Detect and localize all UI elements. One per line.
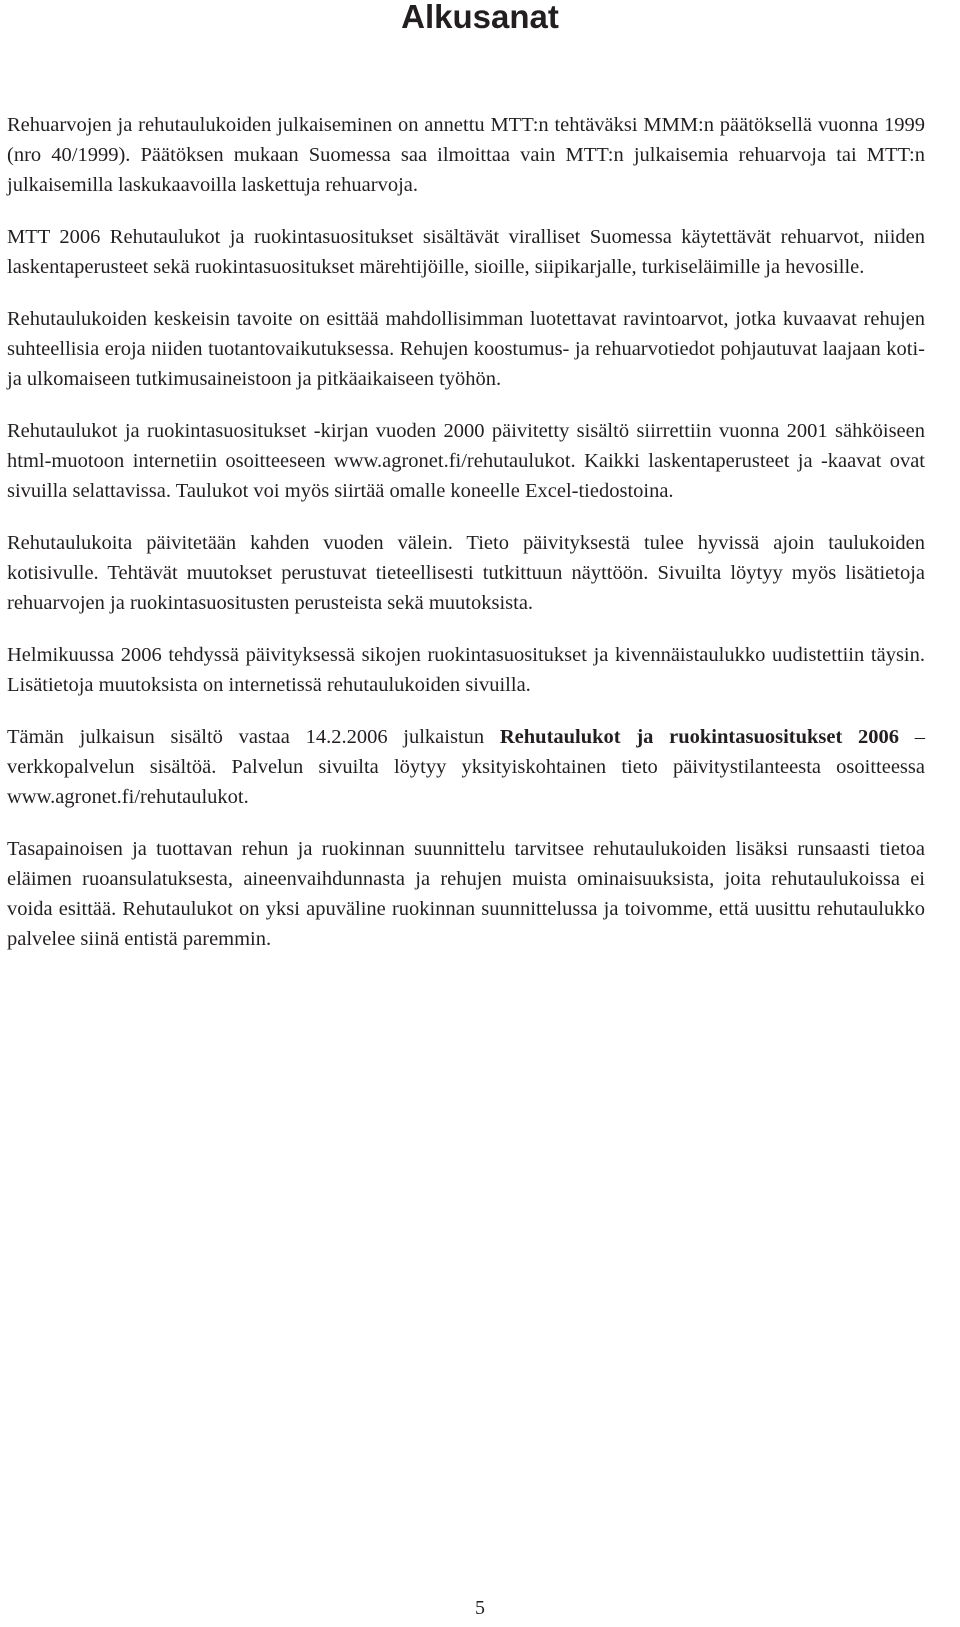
paragraph-publication-basis bbox=[7, 722, 925, 812]
paragraph-update-schedule: Rehutaulukoita päivitetään kahden vuoden välein. Tieto päivityksestä tulee hyvissä ajoin taulukoiden kotisivulle. Tehtävät muutokset perustuvat tieteellisesti tutkittuun näyttöön. Sivuilta löytyy myös lisätietoja rehuarvojen ja ruokintasuositusten perusteista sekä muutoksista. bbox=[7, 532, 925, 614]
paragraph-online-version: Rehutaulukot ja ruokintasuositukset -kirjan vuoden 2000 päivitetty sisältö siirrettiin vuonna 2001 sähköiseen html-muotoon internetiin osoitteeseen www.agronet.fi/rehutaulukot. Kaikki laskentaperusteet ja -kaavat ovat sivuilla selattavissa. Taulukot voi myös siirtää omalle koneelle Excel-tiedostoina. bbox=[7, 420, 925, 502]
page-number: 5 bbox=[475, 1597, 485, 1619]
paragraph-objective: Rehutaulukoiden keskeisin tavoite on esittää mahdollisimman luotettavat ravintoarvot, jotka kuvaavat rehujen suhteellisia eroja niiden tuotantovaikutuksessa. Rehujen koostumus- ja rehuarvotiedot pohjautuvat laajaan koti- ja ulkomaiseen tutkimusaineistoon ja pitkäaikaiseen työhön. bbox=[7, 308, 925, 390]
paragraph-contents: MTT 2006 Rehutaulukot ja ruokintasuositukset sisältävät viralliset Suomessa käytettävät rehuarvot, niiden laskentaperusteet sekä ruokintasuositukset märehtijöille, sioille, siipikarjalle, turkiseläimille ja hevosille. bbox=[7, 226, 925, 278]
paragraph-publication-mandate: Rehuarvojen ja rehutaulukoiden julkaiseminen on annettu MTT:n tehtäväksi MMM:n päätöksellä vuonna 1999 (nro 40/1999). Päätöksen mukaan Suomessa saa ilmoittaa vain MTT:n julkaisemia rehuarvoja tai MTT:n julkaisemilla laskukaavoilla laskettuja rehuarvoja. bbox=[7, 114, 925, 196]
paragraph-2006-update: Helmikuussa 2006 tehdyssä päivityksessä sikojen ruokintasuositukset ja kivennäistaulukko uudistettiin täysin. Lisätietoja muutoksista on internetissä rehutaulukoiden sivuilla. bbox=[7, 644, 925, 696]
publication-basis-intro: Tämän julkaisun sisältö vastaa 14.2.2006 julkaistun bbox=[7, 726, 500, 748]
page-title: Alkusanat bbox=[401, 0, 559, 35]
preface-body bbox=[7, 110, 925, 976]
publication-basis-rest: – verkkopalvelun sisältöä. Palvelun sivuilta löytyy yksityiskohtainen tieto päivitystilanteesta osoitteessa www.agronet.fi/rehutaulukot. bbox=[7, 726, 925, 808]
publication-title-bold: Rehutaulukot ja ruokintasuositukset 2006 bbox=[499, 726, 900, 748]
paragraph-closing: Tasapainoisen ja tuottavan rehun ja ruokinnan suunnittelu tarvitsee rehutaulukoiden lisäksi runsaasti tietoa eläimen ruoansulatuksesta, aineenvaihdunnasta ja rehujen muista ominaisuuksista, joita rehutaulukoissa ei voida esittää. Rehutaulukot on yksi apuväline ruokinnan suunnittelussa ja toivomme, että uusittu rehutaulukko palvelee siinä entistä paremmin. bbox=[7, 838, 925, 950]
